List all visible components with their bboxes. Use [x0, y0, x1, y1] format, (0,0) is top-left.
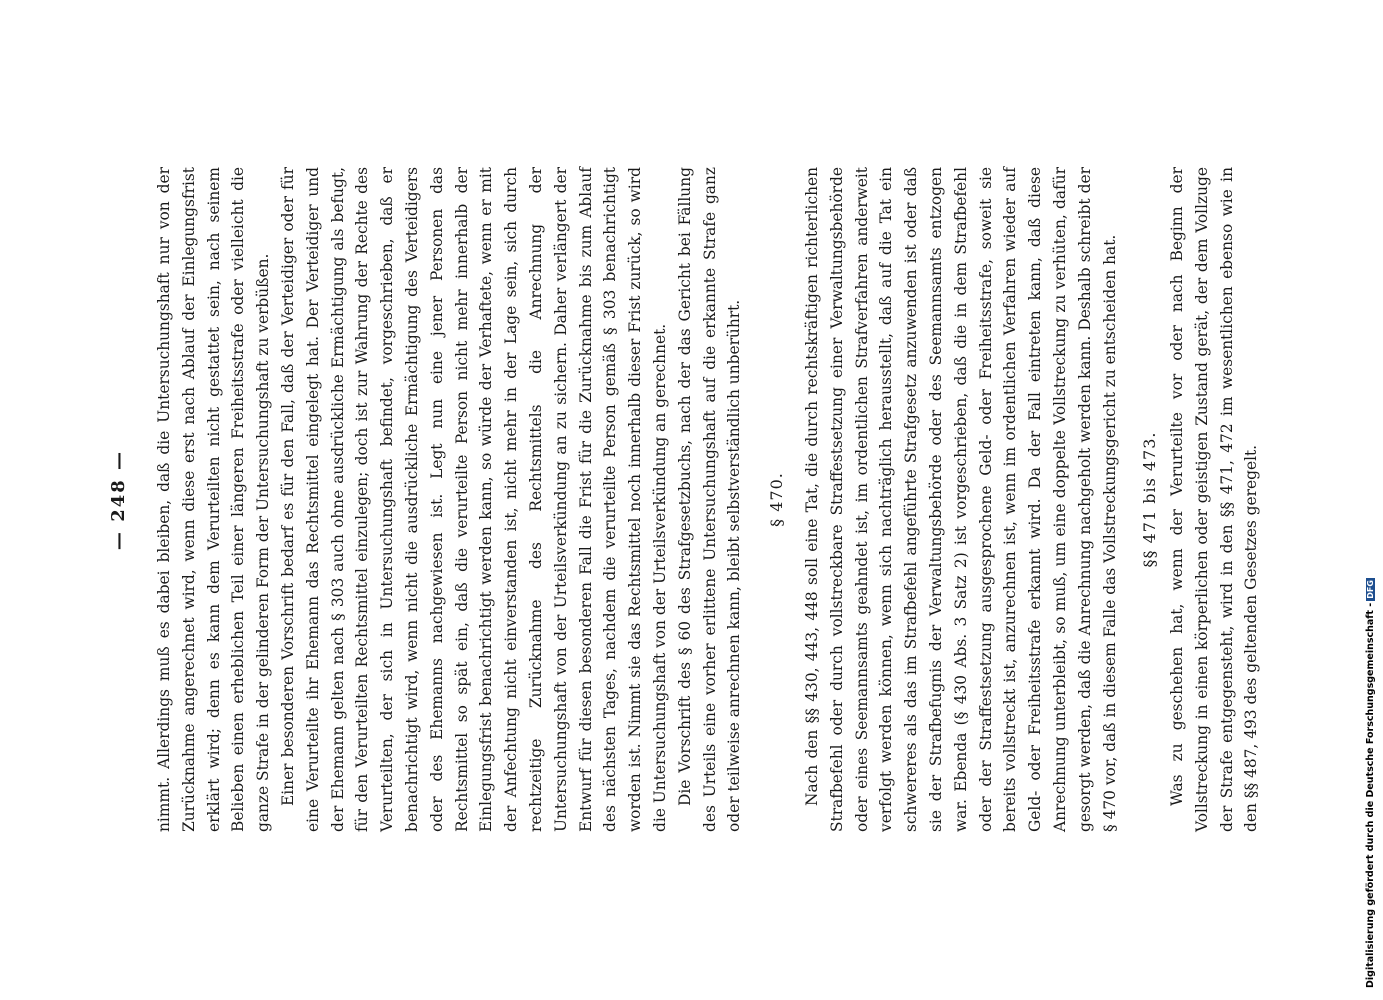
- paragraph: Einer besonderen Vorschrift bedarf es für den Fall, daß der Verteidiger oder für eine Verurteilte ihr Ehemann das Rechtsmittel eingelegt hat. Der Verteidiger und der Ehemann gelten nach § 303 auch ohne ausdrückliche Ermächtigung als befugt, für den Verurteilten Rechtsmittel einzulegen; doch ist zur Wahrung der Rechte des Verurteilten, der sich in Untersuchungshaft befindet, vorgeschrieben, daß er benachrichtigt wird, wenn nicht die ausdrückliche Ermächtigung des Verteidigers oder des Ehemanns nachgewiesen ist. Legt nun eine jener Personen das Rechtsmittel so spät ein, daß die verurteilte Person nicht mehr innerhalb der Einlegungsfrist benachrichtigt werden kann, so würde der Verhaftete, wenn er mit der Anfechtung nicht einverstanden ist, nicht mehr in der Lage sein, sich durch rechtzeitige Zurücknahme des Rechtsmittels die Anrechnung der Untersuchungshaft von der Urteilsverkündung an zu sichern. Daher verlängert der Entwurf für diesen besonderen Fall die Frist für die Zurücknahme bis zum Ablauf des nächsten Tages, nachdem die verurteilte Person gemäß § 303 benachrichtigt worden ist. Nimmt sie das Rechtsmittel noch innerhalb dieser Frist zurück, so wird die Untersuchungshaft von der Urteilsverkündung an gerechnet.: [278, 167, 669, 832]
- page-number: — 248 —: [108, 449, 129, 551]
- dfg-logo: DFG: [1366, 580, 1375, 599]
- paragraph: Die Vorschrift des § 60 des Strafgesetzbuchs, nach der das Gericht bei Fällung des Urteils eine vorher erlittene Untersuchungshaft auf die erkannte Strafe ganz oder teilweise anrechnen kann, bleibt selbstverständlich unberührt.: [675, 167, 744, 832]
- text-block-3: [1165, 167, 1264, 832]
- section-heading-471-473: §§ 471 bis 473.: [1140, 431, 1159, 568]
- paragraph: Was zu geschehen hat, wenn der Verurteilte vor oder nach Beginn der Vollstreckung in einen körperlichen oder geistigen Zustand gerät, der dem Vollzuge der Strafe entgegensteht, wird in den §§ 471, 472 im wesentlichen ebenso wie in den §§ 487, 493 des geltenden Gesetzes geregelt.: [1168, 167, 1261, 832]
- credit-text: Digitalisierung gefördert durch die Deutsche Forschungsgemeinschaft -: [1365, 602, 1376, 988]
- text-block-2: [800, 167, 1122, 832]
- paragraph: nimmt. Allerdings muß es dabei bleiben, daß die Untersuchungshaft nur von der Zurücknahme angerechnet wird, wenn diese erst nach Ablauf der Einlegungsfrist erklärt wird; denn es kann dem Verurteilten nicht gestattet sein, nach seinem Belieben einen erheblichen Teil einer längeren Freiheitsstrafe oder vielleicht die ganze Strafe in der gelinderen Form der Untersuchungshaft zu verbüßen.: [155, 167, 273, 832]
- paragraph: Nach den §§ 430, 443, 448 soll eine Tat, die durch rechtskräftigen richterlichen Strafbefehl oder durch vollstreckbare Straffestsetzung einer Verwaltungsbehörde oder eines Seemannsamts geahndet ist, im ordentlichen Strafverfahren anderweit verfolgt werden können, wenn sich nachträglich herausstellt, daß auf die Tat ein schwereres als das im Strafbefehl angeführte Strafgesetz anzuwenden ist oder daß sie der Strafbefugnis der Verwaltungsbehörde oder des Seemannsamts entzogen war. Ebenda (§ 430 Abs. 3 Satz 2) ist vorgeschrieben, daß die in dem Strafbefehl oder der Straffestsetzung ausgesprochene Geld- oder Freiheitsstrafe, soweit sie bereits vollstreckt ist, anzurechnen ist, wenn im ordentlichen Verfahren wieder auf Geld- oder Freiheitsstrafe erkannt wird. Da der Fall eintreten kann, daß diese Anrechnung unterbleibt, so muß, um eine doppelte Vollstreckung zu verhüten, dafür gesorgt werden, daß die Anrechnung nachgeholt werden kann. Deshalb schreibt der § 470 vor, daß in diesem Falle das Vollstreckungsgericht zu entscheiden hat.: [803, 167, 1119, 832]
- digitization-credit: [1365, 0, 1376, 1000]
- section-heading-470: § 470.: [767, 472, 786, 527]
- text-block-1: [152, 167, 747, 832]
